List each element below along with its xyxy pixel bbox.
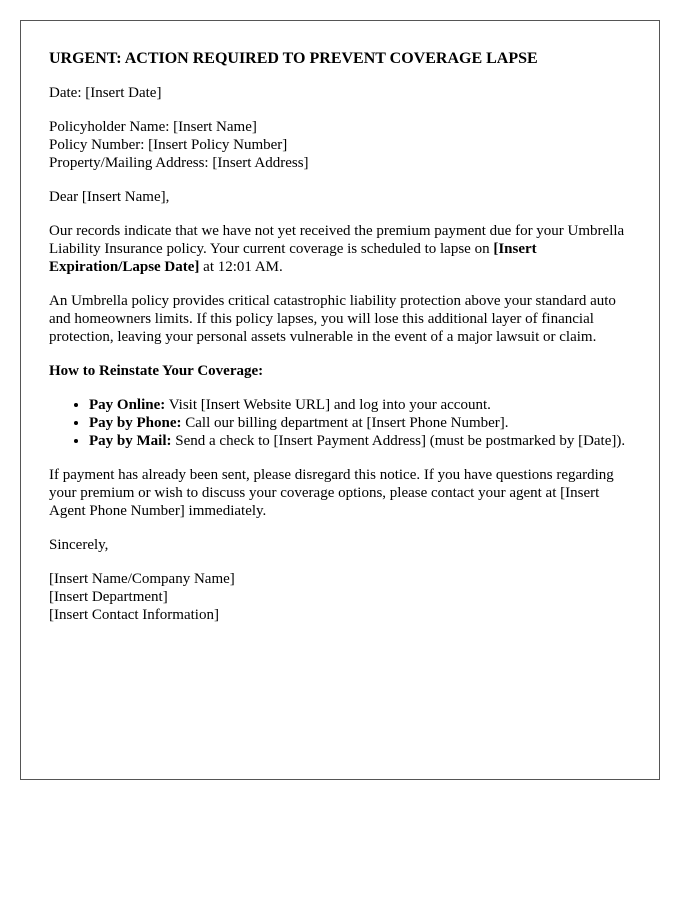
payment-option-label: Pay Online: <box>89 397 166 413</box>
lapse-date: [Insert Expiration/Lapse Date] <box>49 241 537 275</box>
paragraph-lapse-text: Our records indicate that we have not yet received the premium payment due for your Umbrella Liability Insurance policy. Your current coverage is scheduled to lapse on <box>49 223 625 257</box>
closing: Sincerely, <box>49 537 109 553</box>
policy-number-line: Policy Number: [Insert Policy Number] <box>49 137 288 153</box>
letter-document <box>20 20 660 780</box>
signature-name: [Insert Name/Company Name] <box>49 571 235 587</box>
payment-option-text: Send a check to [Insert Payment Address] (must be postmarked by [Date]). <box>171 433 626 449</box>
payment-option-text: Call our billing department at [Insert Phone Number]. <box>181 415 509 431</box>
date-line: Date: [Insert Date] <box>49 85 162 101</box>
payment-option-text: Visit [Insert Website URL] and log into your account. <box>165 397 491 413</box>
signature-contact: [Insert Contact Information] <box>49 607 219 623</box>
paragraph-lapse-notice <box>49 222 631 276</box>
payment-option-online <box>89 396 631 414</box>
payment-option-mail <box>89 432 631 450</box>
payment-option-phone <box>89 414 631 432</box>
letter-heading: URGENT: ACTION REQUIRED TO PREVENT COVERAGE LAPSE <box>49 50 538 67</box>
policy-info <box>49 118 631 172</box>
paragraph-lapse-text-end: at 12:01 AM. <box>199 259 283 275</box>
reinstate-heading: How to Reinstate Your Coverage: <box>49 363 264 379</box>
paragraph-contact-agent: If payment has already been sent, please disregard this notice. If you have questions regarding your premium or wish to discuss your coverage options, please contact your agent at [Insert Agent Phone Number] immediately. <box>49 467 614 519</box>
signature-department: [Insert Department] <box>49 589 168 605</box>
payment-option-label: Pay by Phone: <box>89 415 182 431</box>
signature-block <box>49 570 631 624</box>
policyholder-name-line: Policyholder Name: [Insert Name] <box>49 119 257 135</box>
greeting: Dear [Insert Name], <box>49 189 170 205</box>
payment-options-list <box>49 396 631 450</box>
address-line: Property/Mailing Address: [Insert Address] <box>49 155 309 171</box>
paragraph-umbrella-explanation: An Umbrella policy provides critical catastrophic liability protection above your standard auto and homeowners limits. If this policy lapses, you will lose this additional layer of financial protection, leaving your personal assets vulnerable in the event of a major lawsuit or claim. <box>49 293 616 345</box>
payment-option-label: Pay by Mail: <box>89 433 172 449</box>
